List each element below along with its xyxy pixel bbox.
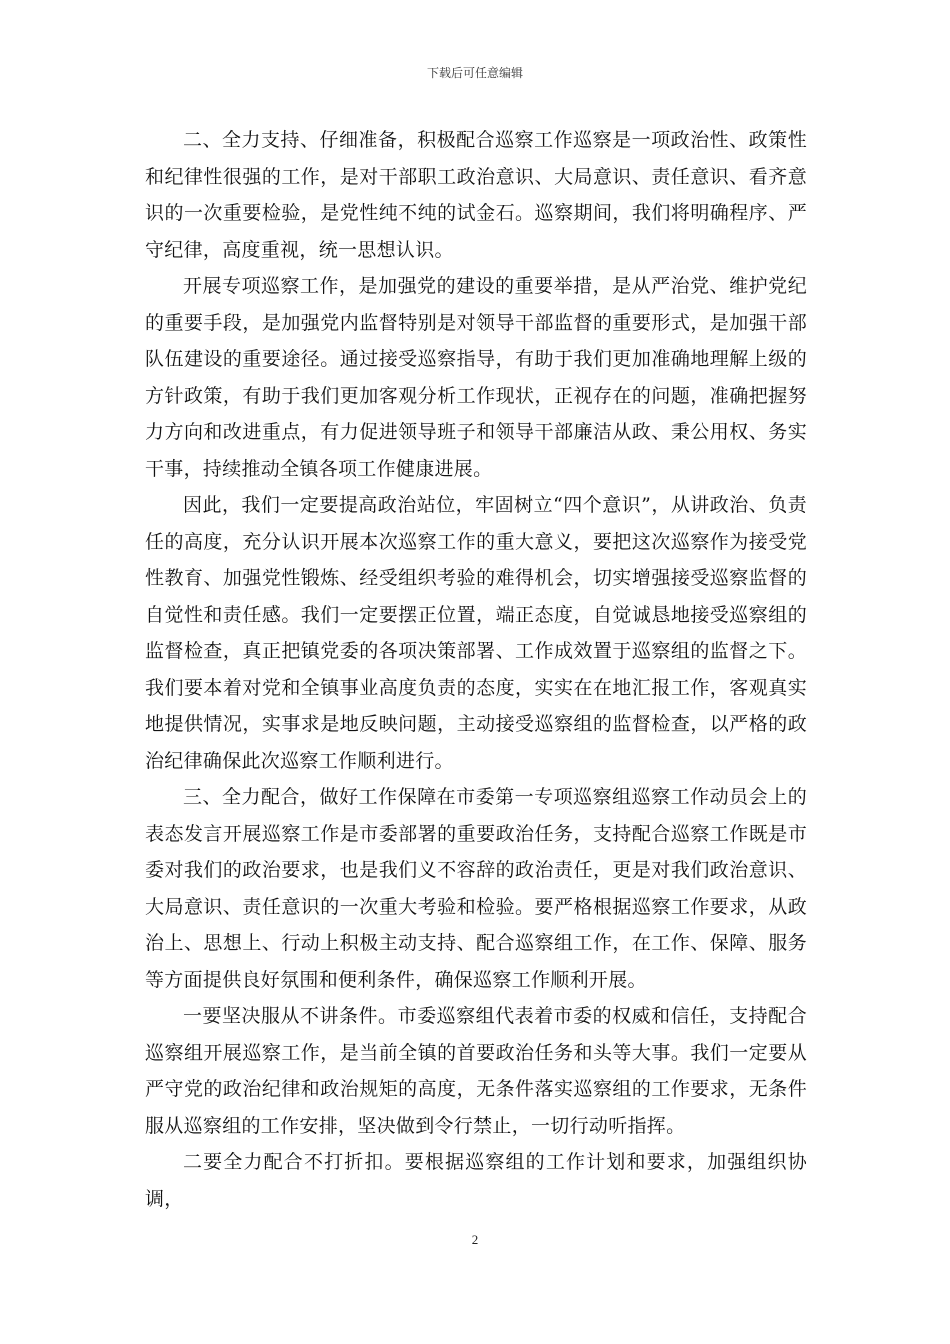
paragraph: 开展专项巡察工作，是加强党的建设的重要举措，是从严治党、维护党纪的重要手段，是加强党内监督特别是对领导干部监督的重要形式，是加强干部队伍建设的重要途径。通过接受巡察指导，有助于我们更加准确地理解上级的方针政策，有助于我们更加客观分析工作现状，正视存在的问题，准确把握努力方向和改进重点，有力促进领导班子和领导干部廉洁从政、秉公用权、务实干事，持续推动全镇各项工作健康进展。 [145,275,807,480]
paragraph: 三、全力配合，做好工作保障在市委第一专项巡察组巡察工作动员会上的表态发言开展巡察工作是市委部署的重要政治任务，支持配合巡察工作既是市委对我们的政治要求，也是我们义不容辞的政治责任，更是对我们政治意识、大局意识、责任意识的一次重大考验和检验。要严格根据巡察工作要求，从政治上、思想上、行动上积极主动支持、配合巡察组工作，在工作、保障、服务等方面提供良好氛围和便利条件，确保巡察工作顺利开展。 [145,786,807,991]
paragraph: 一要坚决服从不讲条件。市委巡察组代表着市委的权威和信任，支持配合巡察组开展巡察工作，是当前全镇的首要政治任务和头等大事。我们一定要从严守党的政治纪律和政治规矩的高度，无条件落实巡察组的工作要求，无条件服从巡察组的工作安排，坚决做到令行禁止，一切行动听指挥。 [145,1005,807,1137]
paragraph: 二要全力配合不打折扣。要根据巡察组的工作计划和要求，加强组织协调， [145,1151,807,1210]
paragraph: 二、全力支持、仔细准备，积极配合巡察工作巡察是一项政治性、政策性和纪律性很强的工作，是对干部职工政治意识、大局意识、责任意识、看齐意识的一次重要检验，是党性纯不纯的试金石。巡察期间，我们将明确程序、严守纪律，高度重视，统一思想认识。 [145,129,807,261]
paragraph: 因此，我们一定要提高政治站位，牢固树立“四个意识”，从讲政治、负责任的高度，充分认识开展本次巡察工作的重大意义，要把这次巡察作为接受党性教育、加强党性锻炼、经受组织考验的难得机会，切实增强接受巡察监督的自觉性和责任感。我们一定要摆正位置，端正态度，自觉诚恳地接受巡察组的监督检查，真正把镇党委的各项决策部署、工作成效置于巡察组的监督之下。我们要本着对党和全镇事业高度负责的态度，实实在在地汇报工作，客观真实地提供情况，实事求是地反映问题，主动接受巡察组的监督检查，以严格的政治纪律确保此次巡察工作顺利进行。 [145,494,807,772]
document-body [145,122,807,1217]
page-number: 2 [471,1232,479,1247]
page-header: 下载后可任意编辑 [426,66,523,80]
